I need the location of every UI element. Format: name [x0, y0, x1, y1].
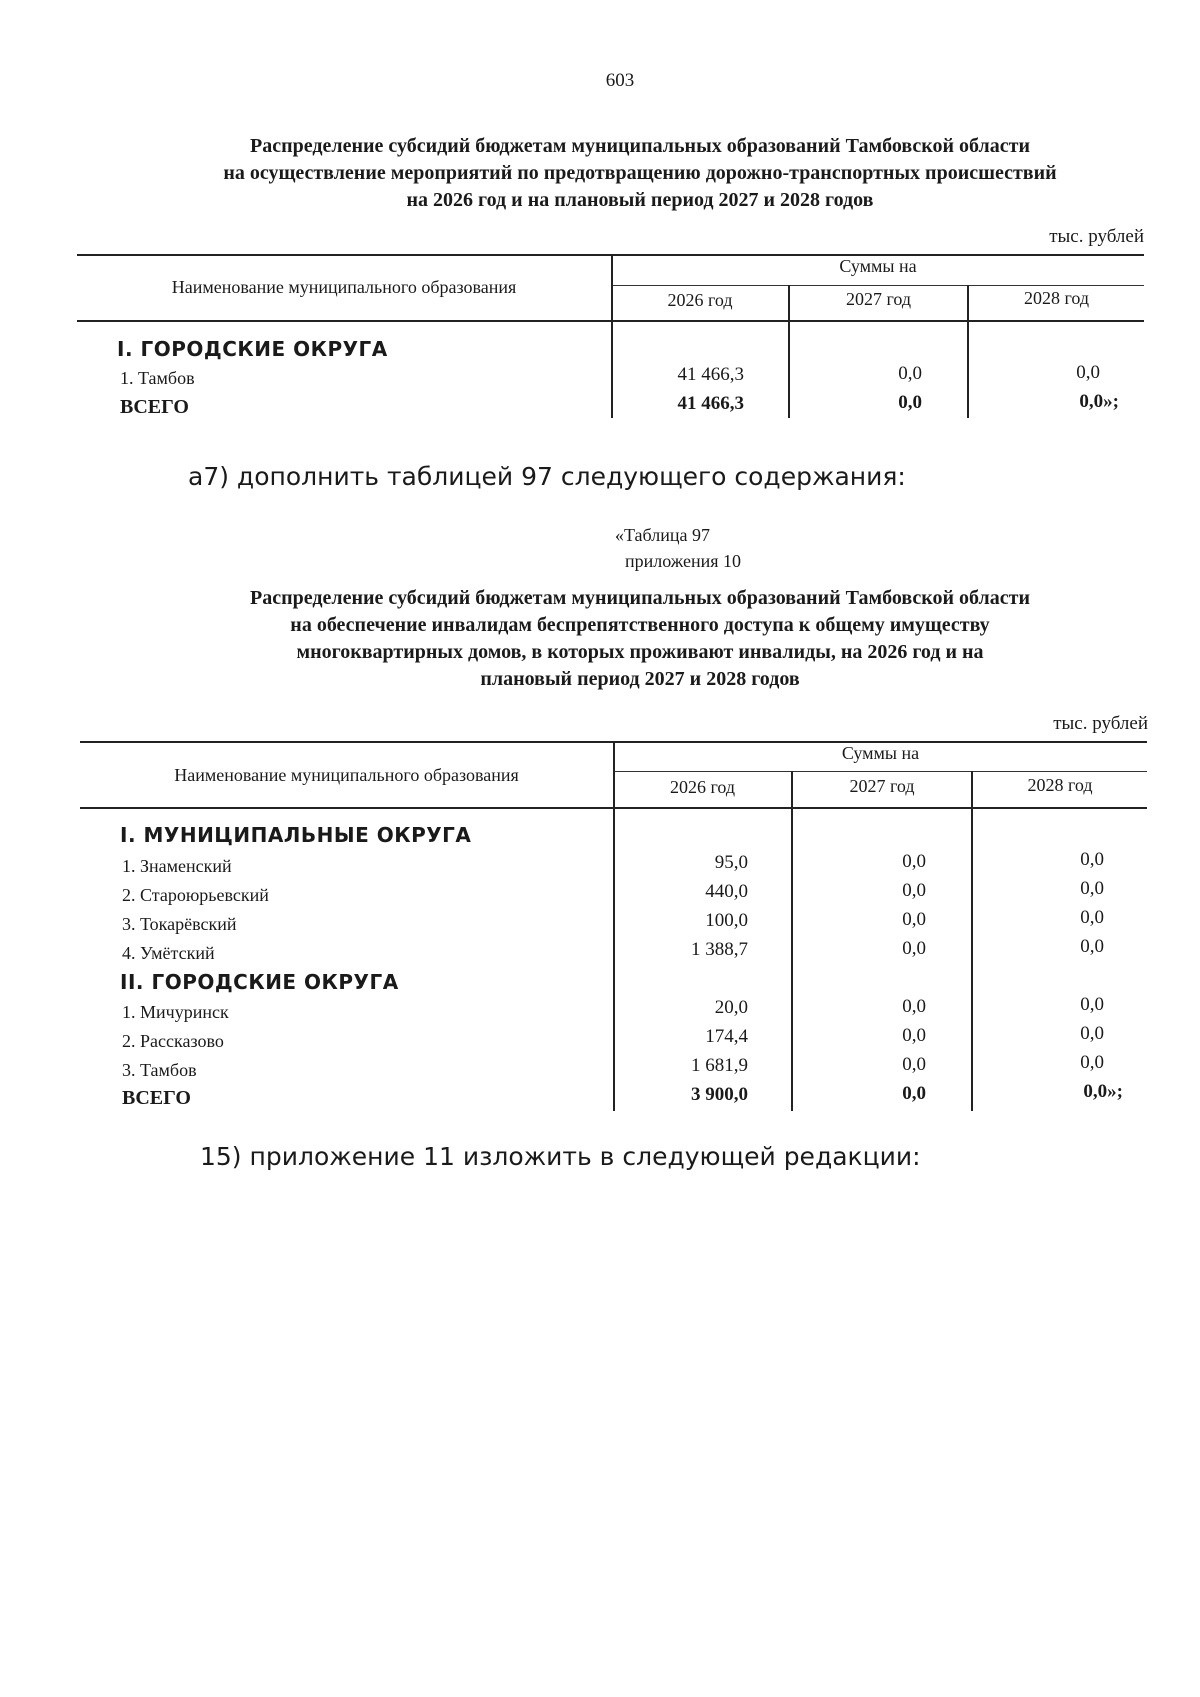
table2-subheader-rule — [614, 771, 1147, 772]
table2-total-label: ВСЕГО — [122, 1087, 191, 1109]
table2-value-2028: 0,0 — [1080, 1023, 1104, 1044]
table2-row-name: 1. Знаменский — [122, 856, 232, 876]
table1-name-col-header: Наименование муниципального образования — [171, 277, 517, 297]
table2-year-header: 2028 год — [1027, 775, 1093, 795]
table2-value-2028: 0,0 — [1080, 936, 1104, 957]
table2-row-name: 2. Рассказово — [122, 1031, 224, 1051]
table1-value-2028: 0,0 — [1076, 362, 1100, 383]
table2-row-name: 2. Староюрьевский — [122, 885, 269, 905]
table2-value-2028: 0,0 — [1080, 849, 1104, 870]
table2-name-col-header: Наименование муниципального образования — [174, 765, 519, 785]
table2-value-2026: 1 388,7 — [691, 939, 748, 960]
table2-value-2026: 20,0 — [714, 997, 748, 1018]
table2-caption-line: «Таблица 97 — [615, 525, 710, 545]
table1-total-2027: 0,0 — [898, 392, 922, 413]
table2-total-2027: 0,0 — [902, 1083, 926, 1104]
table2-value-2028: 0,0 — [1080, 907, 1104, 928]
table2-value-2027: 0,0 — [902, 1025, 926, 1046]
table1-subheader-rule — [612, 285, 1144, 286]
table1-total-2026: 41 466,3 — [677, 393, 744, 414]
table2-title-line: на обеспечение инвалидам беспрепятственного доступа к общему имуществу — [290, 614, 990, 636]
table2-value-2027: 0,0 — [902, 880, 926, 901]
table2-value-2027: 0,0 — [902, 909, 926, 930]
table2-total-2028: 0,0»; — [1083, 1081, 1123, 1102]
table2-value-2026: 174,4 — [705, 1026, 748, 1047]
table2-value-2026: 1 681,9 — [691, 1055, 748, 1076]
table2-title — [60, 585, 1200, 693]
table2-title-line: многоквартирных домов, в которых проживают инвалиды, на 2026 год и на — [296, 641, 984, 663]
table2-value-2026: 440,0 — [705, 881, 748, 902]
table1-title-line: на осуществление мероприятий по предотвращению дорожно-транспортных происшествий — [223, 162, 1057, 184]
table2-value-2027: 0,0 — [902, 851, 926, 872]
table1-units: тыс. рублей — [1049, 226, 1144, 247]
table2-caption-line: приложения 10 — [625, 551, 742, 571]
table1-title-line: Распределение субсидий бюджетам муниципальных образований Тамбовской области — [250, 135, 1030, 157]
table1-sums-header: Суммы на — [839, 256, 917, 276]
table2-year-header: 2026 год — [669, 777, 736, 797]
table2-section-heading: II. ГОРОДСКИЕ ОКРУГА — [120, 970, 399, 994]
table2-value-2026: 95,0 — [714, 852, 748, 873]
table1-year-header: 2027 год — [845, 289, 912, 309]
table2-row-name: 1. Мичуринск — [122, 1002, 229, 1022]
table2-section-heading: I. МУНИЦИПАЛЬНЫЕ ОКРУГА — [120, 823, 472, 847]
table2-value-2028: 0,0 — [1080, 878, 1104, 899]
table1-section-heading: I. ГОРОДСКИЕ ОКРУГА — [117, 337, 388, 361]
instruction-15: 15) приложение 11 изложить в следующей редакции: — [200, 1142, 921, 1171]
table1-year-header: 2028 год — [1023, 288, 1090, 308]
table2-title-line: Распределение субсидий бюджетам муниципальных образований Тамбовской области — [250, 587, 1030, 609]
table2-row-name: 4. Умётский — [122, 943, 215, 963]
table1-value-2027: 0,0 — [898, 363, 922, 384]
table2-year-header: 2027 год — [849, 776, 915, 796]
table2-value-2028: 0,0 — [1080, 1052, 1104, 1073]
table1-total-2028: 0,0»; — [1079, 391, 1119, 412]
page-number: 603 — [605, 70, 635, 91]
table2-value-2027: 0,0 — [902, 1054, 926, 1075]
table1-year-header: 2026 год — [667, 290, 733, 310]
table2-title-line: плановый период 2027 и 2028 годов — [480, 668, 800, 690]
table2-value-2027: 0,0 — [902, 996, 926, 1017]
table2-sums-header: Суммы на — [841, 743, 920, 763]
table1-title — [60, 133, 1200, 214]
instruction-a7: а7) дополнить таблицей 97 следующего содержания: — [188, 462, 906, 491]
table1-title-line: на 2026 год и на плановый период 2027 и 2028 годов — [406, 189, 874, 211]
table2-value-2026: 100,0 — [705, 910, 748, 931]
table1-total-label: ВСЕГО — [120, 396, 189, 418]
table1-value-2026: 41 466,3 — [677, 364, 744, 385]
table2-row-name: 3. Тамбов — [122, 1060, 197, 1080]
table2-row-name: 3. Токарёвский — [122, 914, 237, 934]
table1-row-name: 1. Тамбов — [120, 368, 195, 388]
table2-value-2027: 0,0 — [902, 938, 926, 959]
table2-value-2028: 0,0 — [1080, 994, 1104, 1015]
table2-units: тыс. рублей — [1053, 713, 1148, 734]
table2-total-2026: 3 900,0 — [691, 1084, 748, 1105]
